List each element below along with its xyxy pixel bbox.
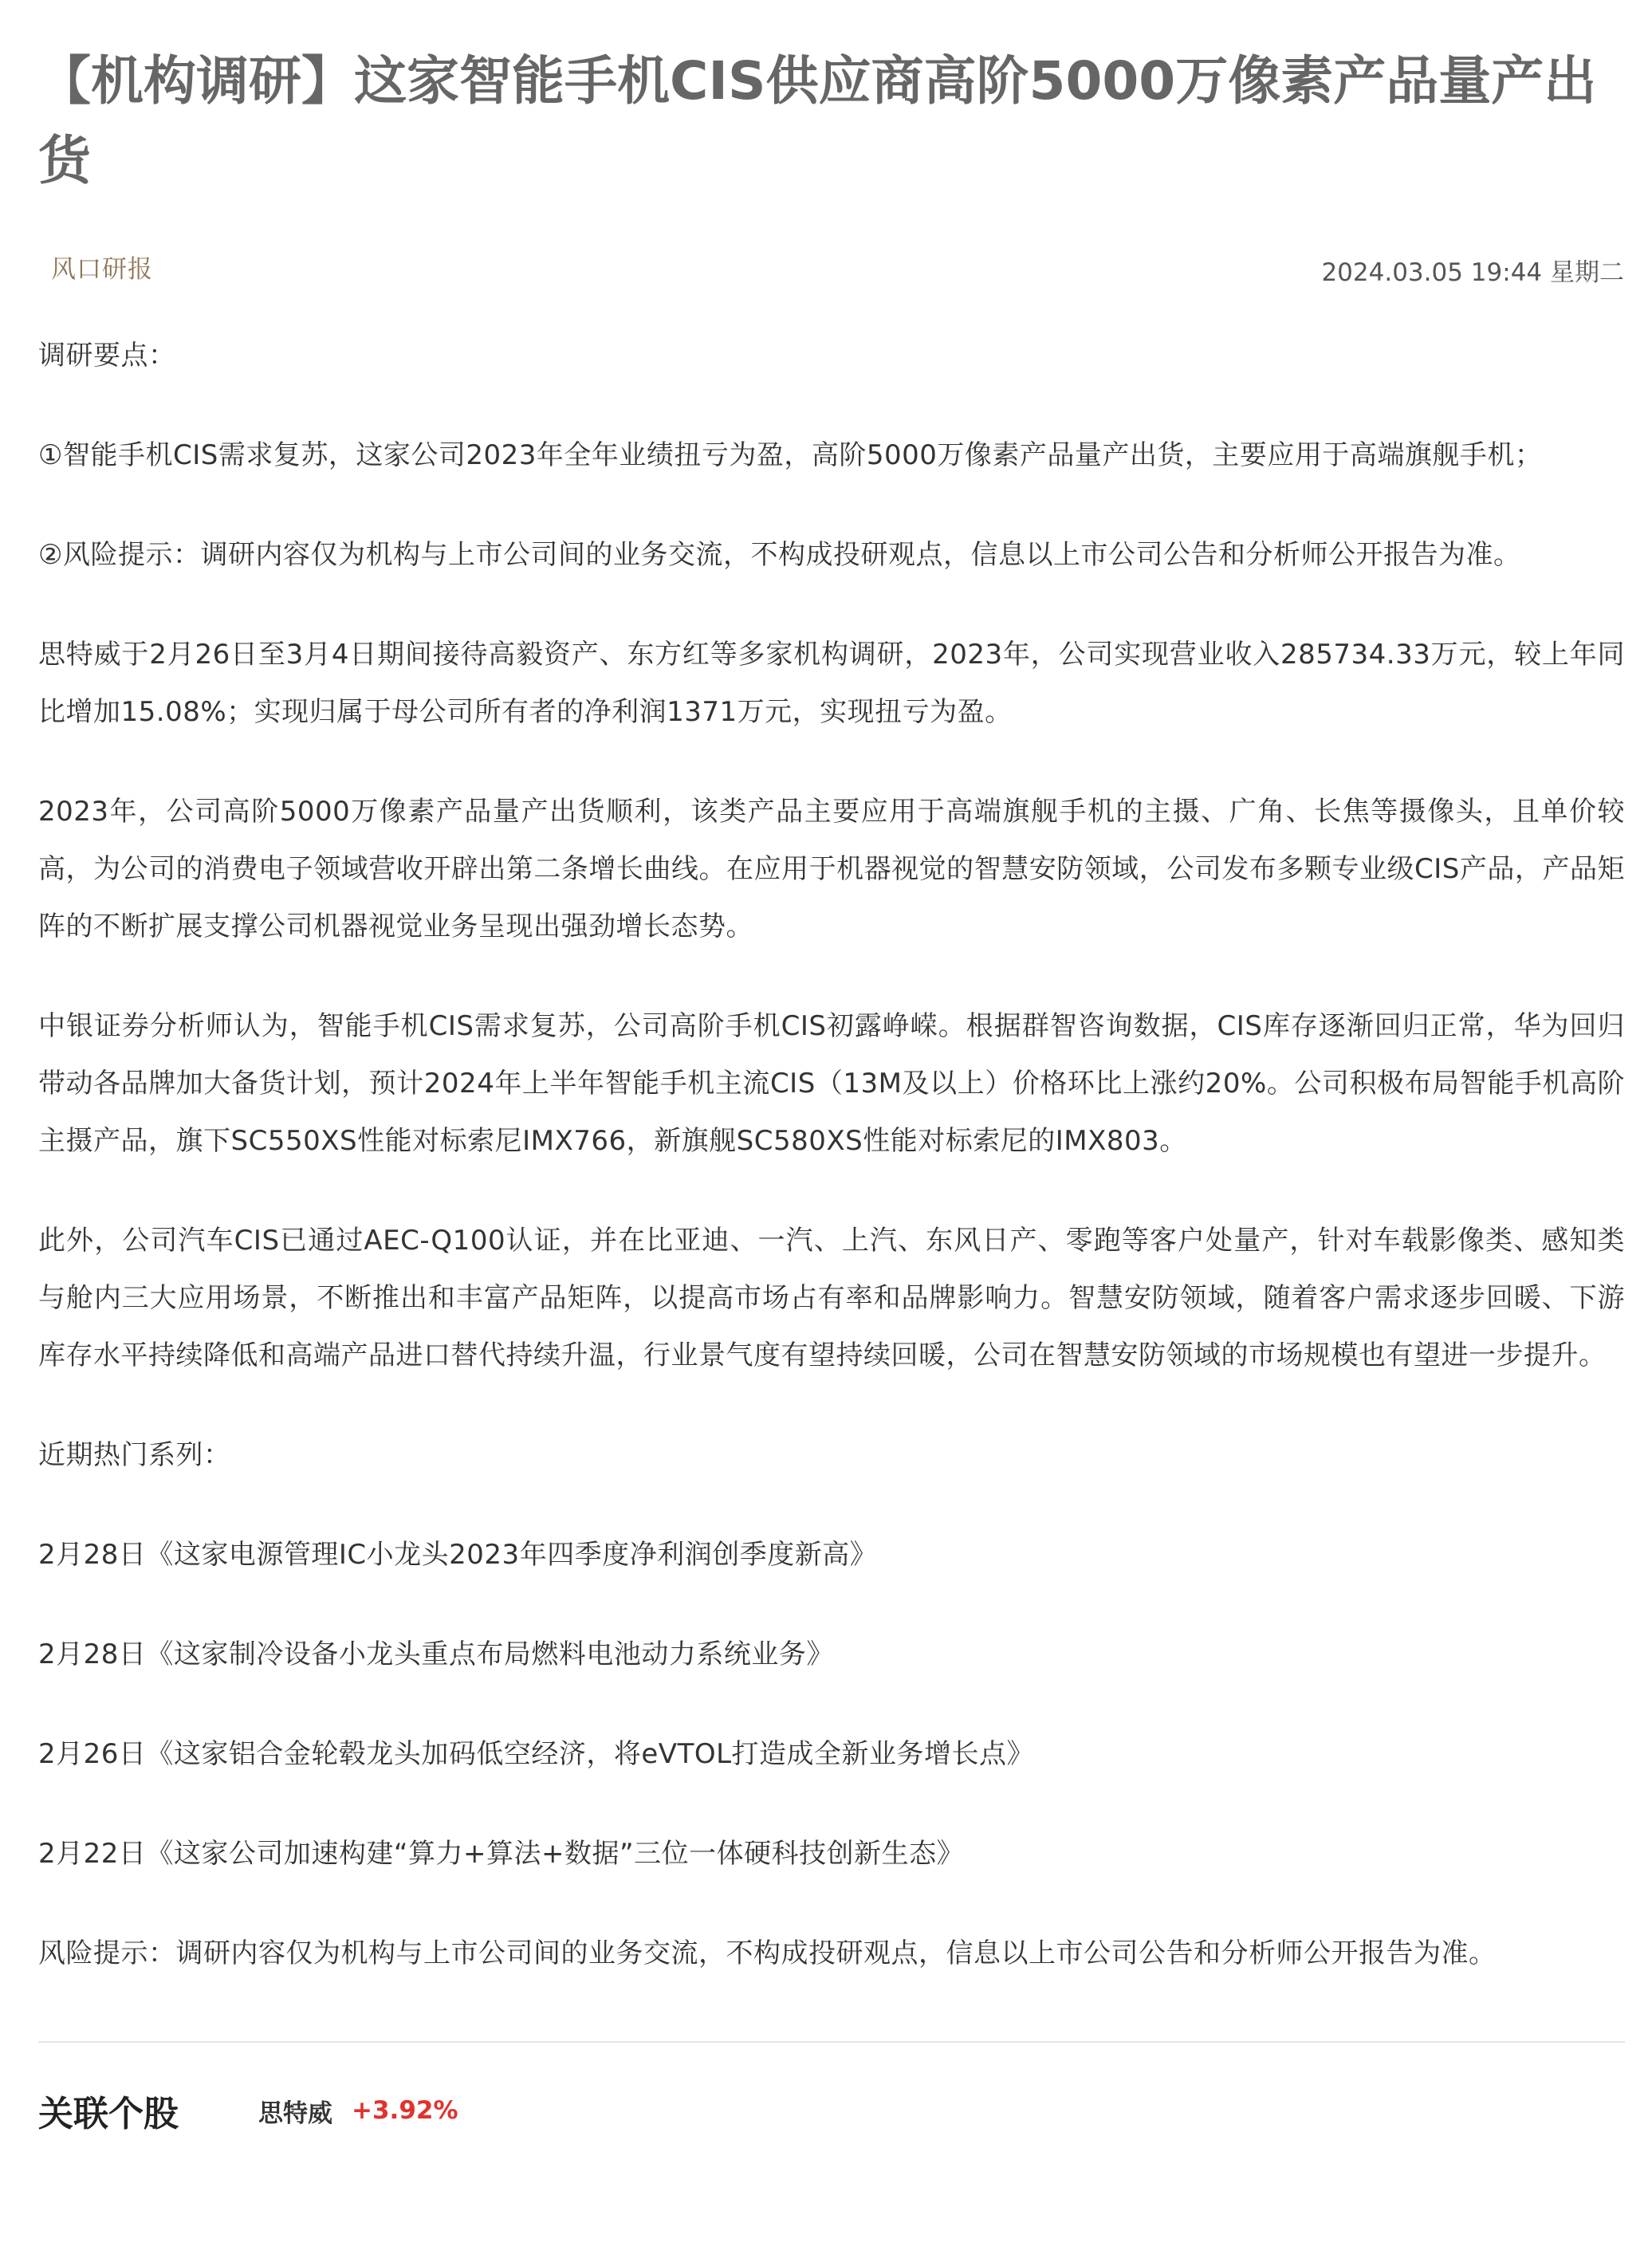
recent-series-link-2[interactable]: 2月28日《这家制冷设备小龙头重点布局燃料电池动力系统业务》 (38, 1638, 834, 1670)
paragraph-summary-heading: 调研要点： (38, 340, 176, 372)
section-divider (38, 2041, 1625, 2043)
related-stocks-title: 关联个股 (38, 2094, 179, 2134)
recent-series-link-3[interactable]: 2月26日《这家铝合金轮毂龙头加码低空经济，将eVTOL打造成全新业务增长点》 (38, 1738, 1035, 1770)
paragraph-body-3: 中银证券分析师认为，智能手机CIS需求复苏，公司高阶手机CIS初露峥嵘。根据群智咨询数据，CIS库存逐渐回归正常，华为回归带动各品牌加大备货计划，预计2024年上半年智能手机主流CIS（13M及以上）价格环比上涨约20%。公司积极布局智能手机高阶主摄产品，旗下SC550XS性能对标索尼IMX766，新旗舰SC580XS性能对标索尼的IMX803。 (38, 1010, 1625, 1157)
paragraph-body-4: 此外，公司汽车CIS已通过AEC-Q100认证，并在比亚迪、一汽、上汽、东风日产、零跑等客户处量产，针对车载影像类、感知类与舱内三大应用场景，不断推出和丰富产品矩阵，以提高市场占有率和品牌影响力。智慧安防领域，随着客户需求逐步回暖、下游库存水平持续降低和高端产品进口替代持续升温，行业景气度有望持续回暖，公司在智慧安防领域的市场规模也有望进一步提升。 (38, 1225, 1625, 1371)
related-stock-change: +3.92% (352, 2096, 458, 2125)
paragraph-body-2: 2023年，公司高阶5000万像素产品量产出货顺利，该类产品主要应用于高端旗舰手机的主摄、广角、长焦等摄像头，且单价较高，为公司的消费电子领域营收开辟出第二条增长曲线。在应用于机器视觉的智慧安防领域，公司发布多颗专业级CIS产品，产品矩阵的不断扩展支撑公司机器视觉业务呈现出强劲增长态势。 (38, 796, 1625, 942)
paragraph-point-2: ②风险提示：调研内容仅为机构与上市公司间的业务交流，不构成投研观点，信息以上市公司公告和分析师公开报告为准。 (38, 539, 1521, 571)
paragraph-point-1: ①智能手机CIS需求复苏，这家公司2023年全年业绩扭亏为盈，高阶5000万像素产品量产出货，主要应用于高端旗舰手机； (38, 439, 1543, 471)
risk-disclaimer: 风险提示：调研内容仅为机构与上市公司间的业务交流，不构成投研观点，信息以上市公司公告和分析师公开报告为准。 (38, 1937, 1497, 1969)
recent-series-link-4[interactable]: 2月22日《这家公司加速构建“算力+算法+数据”三位一体硬科技创新生态》 (38, 1838, 965, 1870)
recent-series-heading: 近期热门系列： (38, 1439, 231, 1471)
related-stocks (38, 2075, 1624, 2146)
related-stock-name[interactable]: 思特威 (258, 2099, 332, 2128)
recent-series-link-1[interactable]: 2月28日《这家电源管理IC小龙头2023年四季度净利润创季度新高》 (38, 1539, 878, 1571)
article-datetime: 2024.03.05 19:44 星期二 (1321, 258, 1624, 287)
article-meta (38, 246, 1624, 293)
article-title: 【机构调研】这家智能手机CIS供应商高阶5000万像素产品量产出货 (38, 50, 1597, 191)
article-body (38, 327, 1625, 1982)
paragraph-body-1: 思特威于2月26日至3月4日期间接待高毅资产、东方红等多家机构调研，2023年，公司实现营业收入285734.33万元，较上年同比增加15.08%；实现归属于母公司所有者的净利润1371万元，实现扭亏为盈。 (38, 639, 1625, 728)
article-source[interactable]: 风口研报 (51, 255, 153, 284)
